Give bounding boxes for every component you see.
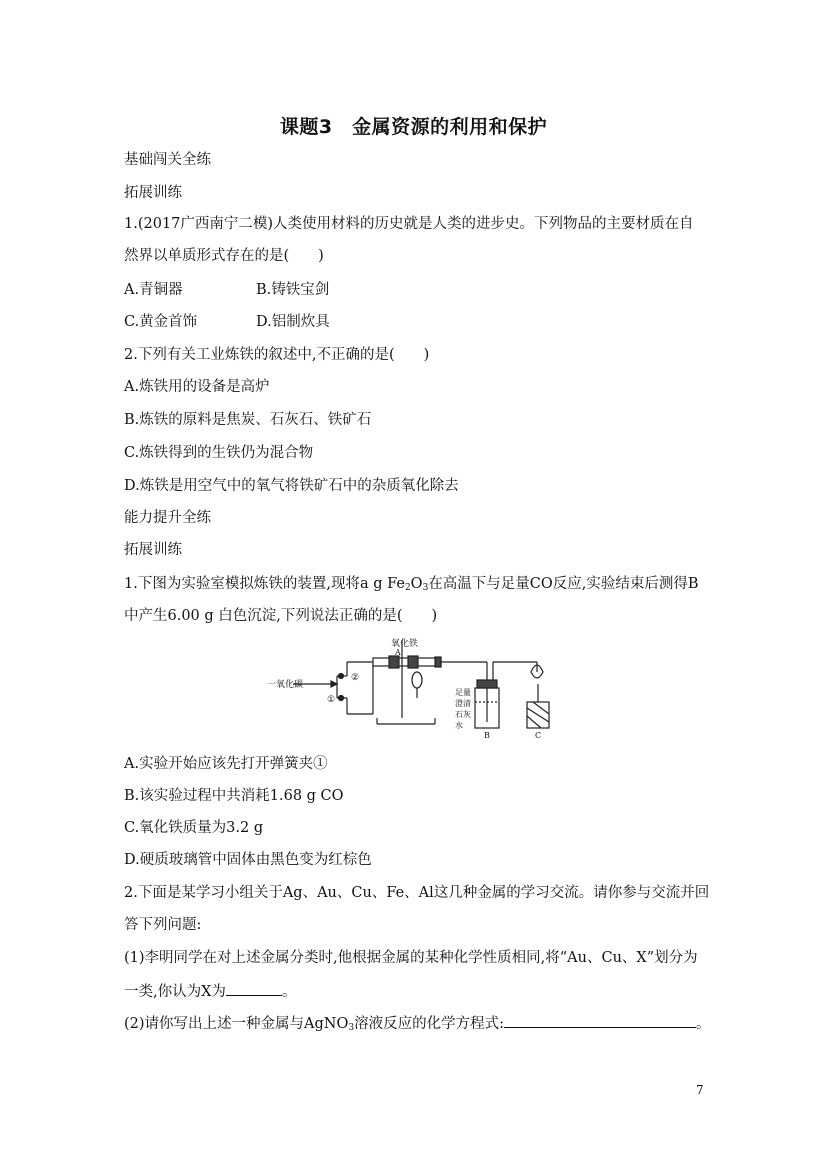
iron-smelting-apparatus-figure [265, 632, 565, 747]
label-carbon-monoxide: 一氧化碳 [267, 680, 304, 690]
section-heading-advanced: 能力提升全练 [124, 510, 211, 526]
page-number: 7 [696, 1083, 704, 1097]
q4-part1-line2: 一类,你认为X为 。 [124, 980, 296, 1002]
label-burner-c: C [535, 731, 542, 740]
q4-stem-line1: 2.下面是某学习小组关于Ag、Au、Cu、Fe、Al这几种金属的学习交流。请你参与交流并回 [124, 885, 710, 901]
page-title: 课题3 金属资源的利用和保护 [279, 116, 548, 138]
q1-option-b: B.铸铁宝剑 [256, 282, 330, 298]
q2-option-b: B.炼铁的原料是焦炭、石灰石、铁矿石 [124, 412, 372, 428]
q1-option-d: D.铝制炊具 [256, 314, 330, 330]
q2-option-c: C.炼铁得到的生铁仍为混合物 [124, 445, 314, 461]
q1-stem-line1: 1.(2017广西南宁二模)人类使用材料的历史就是人类的进步史。下列物品的主要材质在自 [124, 216, 694, 232]
label-limewater-1: 足量 [455, 688, 471, 697]
q3-option-a: A.实验开始应该先打开弹簧夹① [124, 756, 328, 772]
label-limewater-2: 澄清 [455, 699, 471, 708]
q1-option-a: A.青铜器 [124, 282, 183, 298]
q1-stem-line2: 然界以单质形式存在的是( ) [124, 248, 324, 264]
q3-option-c: C.氧化铁质量为3.2 g [124, 820, 264, 836]
q1-options-row2 [124, 312, 524, 332]
label-tube-a: A [395, 648, 401, 657]
q1-options-row1 [124, 280, 524, 300]
q4-stem-line2: 答下列问题: [124, 917, 202, 933]
q2-option-a: A.炼铁用的设备是高炉 [124, 379, 270, 395]
answer-blank-equation [504, 1012, 696, 1028]
section-heading-basic: 基础闯关全练 [124, 152, 211, 168]
q4-part2: (2)请你写出上述一种金属与AgNO$_3$溶液反应的化学方程式: 。 [124, 1012, 711, 1034]
label-iron-oxide: 氧化铁 [391, 639, 419, 649]
answer-blank-x [226, 980, 282, 996]
q4-part1-line1: (1)李明同学在对上述金属分类时,他根据金属的某种化学性质相同,将“Au、Cu、X”划分为 [124, 950, 698, 966]
label-limewater-4: 水 [455, 721, 463, 730]
label-limewater-3: 石灰 [455, 710, 471, 719]
q2-option-d: D.炼铁是用空气中的氧气将铁矿石中的杂质氧化除去 [124, 478, 459, 494]
label-bottle-b: B [484, 731, 490, 740]
q3-option-d: D.硬质玻璃管中固体由黑色变为红棕色 [124, 852, 372, 868]
q1-option-c: C.黄金首饰 [124, 314, 198, 330]
subheading-extension-training-2: 拓展训练 [124, 542, 182, 558]
subheading-extension-training: 拓展训练 [124, 185, 182, 201]
q3-stem-line2: 中产生6.00 g 白色沉淀,下列说法正确的是( ) [124, 608, 438, 624]
q3-stem-line1: 1.下图为实验室模拟炼铁的装置,现将a g $Fe_2O_3$在高温下与足量CO反应,实验结束后测得B [124, 576, 699, 593]
q2-stem: 2.下列有关工业炼铁的叙述中,不正确的是( ) [124, 347, 430, 363]
label-clip-1: ① [327, 695, 336, 705]
q3-option-b: B.该实验过程中共消耗1.68 g CO [124, 788, 344, 804]
label-clip-2: ② [351, 673, 360, 683]
